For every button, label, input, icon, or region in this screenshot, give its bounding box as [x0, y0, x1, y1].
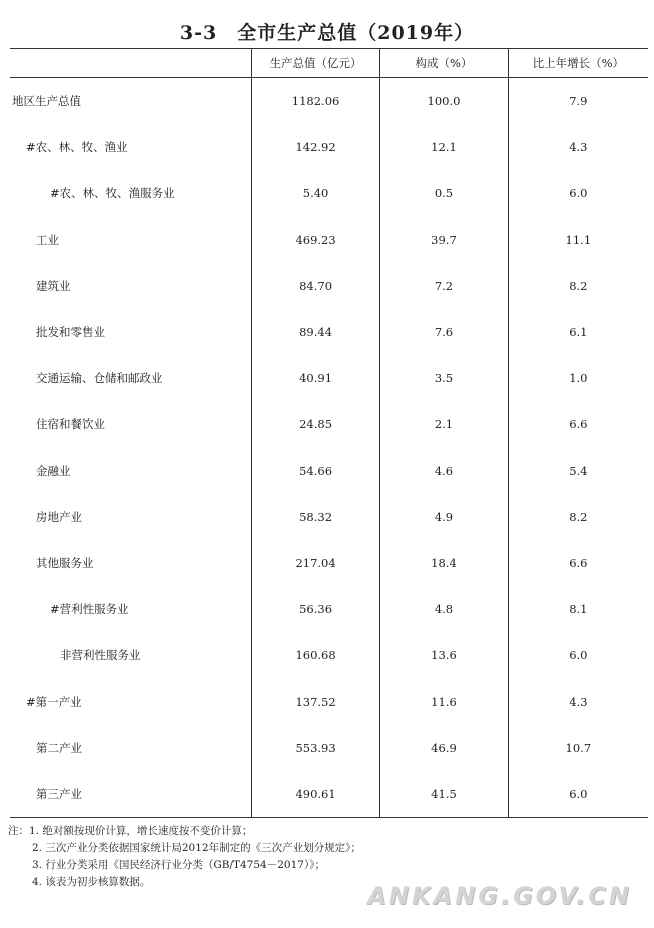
table-title: 3-3 全市生产总值（2019年） [179, 22, 475, 44]
table-row [10, 309, 648, 355]
header-gdp: 生产总值（亿元） [251, 49, 379, 78]
row-gdp: 160.68 [251, 632, 379, 678]
row-name: 第三产业 [10, 771, 251, 818]
row-name: 房地产业 [36, 509, 82, 524]
row-name: 工业 [36, 232, 59, 247]
row-name: 其他服务业 [36, 555, 94, 570]
row-gdp: 553.93 [251, 725, 379, 771]
row-name: 建筑业 [36, 278, 71, 293]
table-row [10, 401, 648, 447]
row-name: 非营利性服务业 [60, 648, 141, 663]
row-growth: 6.0 [508, 632, 648, 678]
row-share: 18.4 [380, 540, 508, 586]
row-gdp: 54.66 [251, 448, 379, 494]
gdp-table [10, 48, 648, 818]
table-row [10, 124, 648, 170]
header-item [10, 49, 251, 78]
table-row [10, 170, 648, 216]
row-share: 11.6 [380, 678, 508, 724]
row-name: 第二产业 [36, 740, 82, 755]
row-name: #农、林、牧、渔服务业 [50, 186, 175, 201]
note-line: 3. 行业分类采用《国民经济行业分类（GB/T4754－2017）》； [32, 859, 325, 871]
row-gdp: 490.61 [251, 771, 379, 818]
row-share: 4.8 [380, 586, 508, 632]
header-growth: 比上年增长（%） [508, 49, 648, 78]
row-name: #第一产业 [26, 694, 82, 709]
row-gdp: 89.44 [251, 309, 379, 355]
table-row [10, 540, 648, 586]
row-share: 7.2 [380, 263, 508, 309]
row-growth: 10.7 [508, 725, 648, 771]
row-growth: 6.6 [508, 540, 648, 586]
row-name: 地区生产总值 [12, 94, 81, 109]
table-row [10, 355, 648, 401]
table-row [10, 725, 648, 771]
table-notes [8, 823, 361, 891]
table-row [10, 586, 648, 632]
row-share: 13.6 [380, 632, 508, 678]
table-header-row [10, 49, 648, 78]
note-line: 注：1. 绝对额按现价计算，增长速度按不变价计算； [8, 825, 253, 837]
table-row [10, 494, 648, 540]
row-share: 4.9 [380, 494, 508, 540]
row-growth: 6.1 [508, 309, 648, 355]
row-growth: 8.2 [508, 263, 648, 309]
row-growth: 6.0 [508, 771, 648, 818]
row-growth: 6.6 [508, 401, 648, 447]
row-name: 交通运输、仓储和邮政业 [36, 371, 163, 386]
table-row [10, 448, 648, 494]
table-row [10, 678, 648, 724]
table-row [10, 217, 648, 263]
row-gdp: 40.91 [251, 355, 379, 401]
row-gdp: 24.85 [251, 401, 379, 447]
row-share: 39.7 [380, 217, 508, 263]
row-share: 46.9 [380, 725, 508, 771]
row-growth: 6.0 [508, 170, 648, 216]
row-share: 41.5 [380, 771, 508, 818]
row-share: 3.5 [380, 355, 508, 401]
row-growth: 7.9 [508, 78, 648, 125]
row-growth: 5.4 [508, 448, 648, 494]
table-row [10, 771, 648, 818]
row-share: 12.1 [380, 124, 508, 170]
row-gdp: 5.40 [251, 170, 379, 216]
row-growth: 8.1 [508, 586, 648, 632]
row-name: 金融业 [36, 463, 71, 478]
row-growth: 8.2 [508, 494, 648, 540]
watermark: ANKANG.GOV.CN [367, 882, 632, 910]
header-share: 构成（%） [380, 49, 508, 78]
note-line: 4. 该表为初步核算数据。 [32, 876, 151, 888]
note-line: 2. 三次产业分类依据国家统计局2012年制定的《三次产业划分规定》； [32, 842, 361, 854]
row-growth: 11.1 [508, 217, 648, 263]
row-gdp: 58.32 [251, 494, 379, 540]
row-share: 7.6 [380, 309, 508, 355]
row-gdp: 1182.06 [251, 78, 379, 125]
row-name: 住宿和餐饮业 [36, 417, 105, 432]
row-share: 4.6 [380, 448, 508, 494]
row-name: #农、林、牧、渔业 [26, 140, 128, 155]
table-row [10, 632, 648, 678]
row-gdp: 469.23 [251, 217, 379, 263]
row-growth: 1.0 [508, 355, 648, 401]
table-row [10, 78, 648, 125]
row-name: 批发和零售业 [36, 325, 105, 340]
row-growth: 4.3 [508, 124, 648, 170]
row-share: 100.0 [380, 78, 508, 125]
row-gdp: 56.36 [251, 586, 379, 632]
row-share: 2.1 [380, 401, 508, 447]
row-growth: 4.3 [508, 678, 648, 724]
table-row [10, 263, 648, 309]
row-share: 0.5 [380, 170, 508, 216]
row-name: #营利性服务业 [50, 602, 129, 617]
row-gdp: 217.04 [251, 540, 379, 586]
row-gdp: 142.92 [251, 124, 379, 170]
row-gdp: 137.52 [251, 678, 379, 724]
row-gdp: 84.70 [251, 263, 379, 309]
